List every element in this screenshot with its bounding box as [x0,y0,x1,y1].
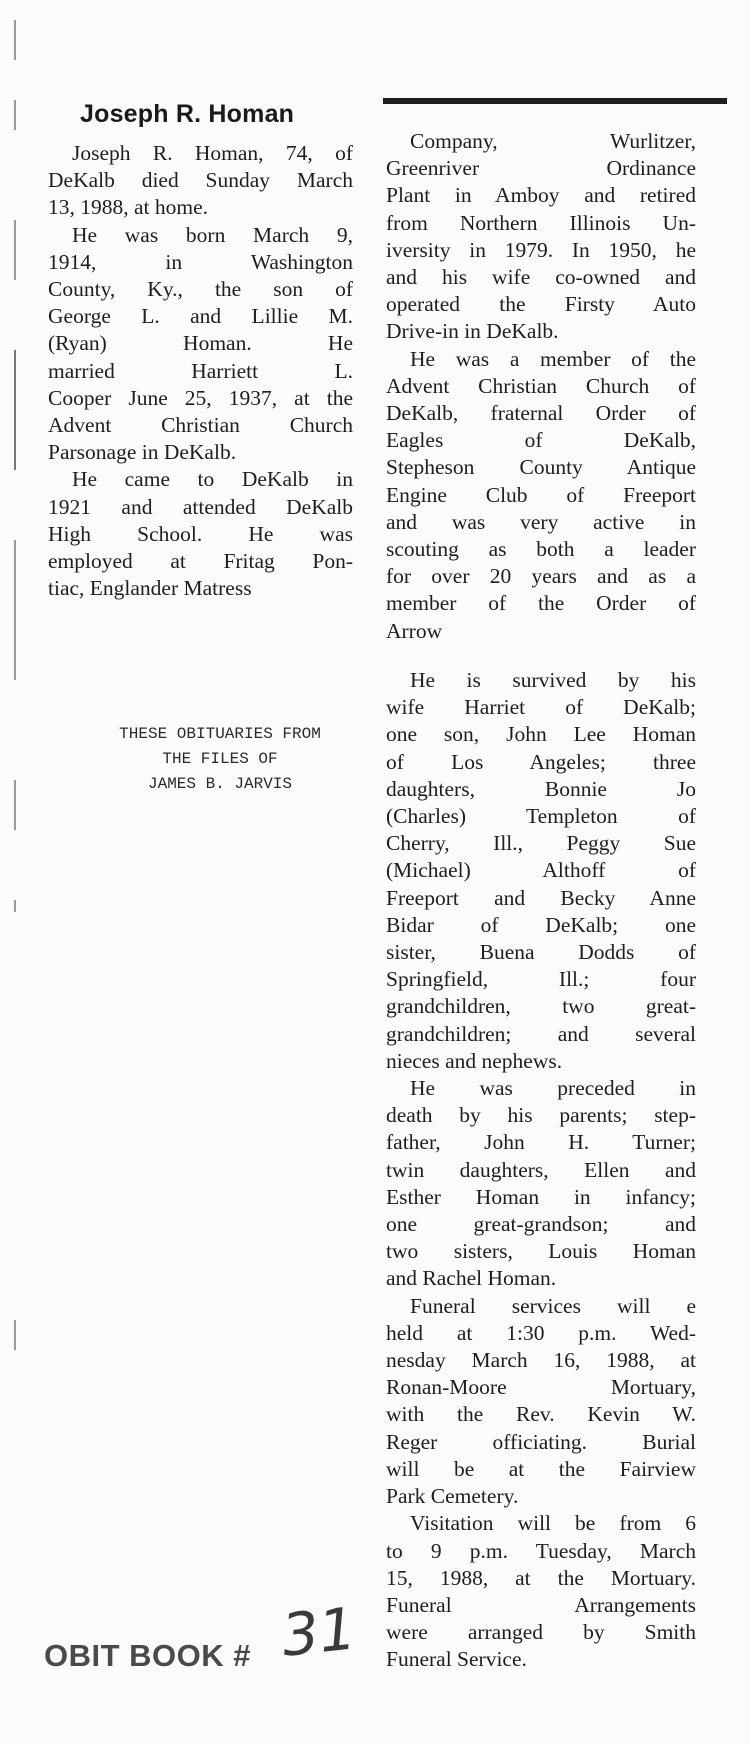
text-line: Bidar of DeKalb; one [386,912,696,937]
text-line: tiac, Englander Matress [48,576,252,601]
archive-credit [70,722,370,797]
credit-line: JAMES B. JARVIS [147,775,293,793]
text-line: sister, Buena Dodds of [386,940,696,965]
obituary-paragraph [48,140,353,222]
text-line: He was a member of the [410,346,696,371]
right-column-top [386,128,696,645]
text-line: nieces and nephews. [386,1048,563,1073]
text-line: twin daughters, Ellen and [386,1157,696,1182]
text-line: He was preceded in [410,1076,696,1101]
text-line: Springfield, Ill.; four [386,967,696,992]
obituary-paragraph [386,1510,696,1673]
text-line: grandchildren, two great- [386,994,696,1019]
obituary-paragraph [48,466,353,602]
text-line: Cooper June 25, 1937, at the [48,385,353,410]
text-line: Drive-in in DeKalb. [386,319,559,344]
text-line: from Northern Illinois Un- [386,210,696,235]
text-line: 1921 and attended DeKalb [48,494,353,519]
text-line: for over 20 years and as a [386,564,696,589]
text-line: Advent Christian Church [48,413,353,438]
text-line: held at 1:30 p.m. Wed- [386,1320,696,1345]
text-line: County, Ky., the son of [48,277,353,302]
text-line: DeKalb died Sunday March [48,168,353,193]
text-line: wife Harriet of DeKalb; [386,695,696,720]
text-line: grandchildren; and several [386,1021,696,1046]
obituary-paragraph [386,667,696,1075]
text-line: (Michael) Althoff of [386,858,696,883]
obituary-paragraph [48,222,353,467]
text-line: Stepheson County Antique [386,455,696,480]
text-line: one son, John Lee Homan [386,722,696,747]
text-line: 1914, in Washington [48,249,353,274]
text-line: George L. and Lillie M. [48,304,353,329]
text-line: Ronan-Moore Mortuary, [386,1375,696,1400]
text-line: death by his parents; step- [386,1103,696,1128]
text-line: iversity in 1979. In 1950, he [386,237,696,262]
text-line: Visitation will be from 6 [410,1511,696,1536]
text-line: Engine Club of Freeport [386,482,696,507]
text-line: father, John H. Turner; [386,1130,696,1155]
text-line: He is survived by his [410,668,696,692]
obituary-headline: Joseph R. Homan [80,100,295,128]
text-line: Parsonage in DeKalb. [48,440,237,465]
text-line: nesday March 16, 1988, at [386,1348,696,1373]
text-line: daughters, Bonnie Jo [386,776,696,801]
text-line: Esther Homan in infancy; [386,1184,696,1209]
obituary-paragraph [386,128,696,346]
text-line: employed at Fritag Pon- [48,549,353,574]
text-line: of Los Angeles; three [386,749,696,774]
text-line: Eagles of DeKalb, [386,428,696,453]
text-line: were arranged by Smith [386,1620,696,1645]
left-column [48,140,353,602]
text-line: will be at the Fairview [386,1456,696,1481]
text-line: (Charles) Templeton of [386,804,696,829]
text-line: DeKalb, fraternal Order of [386,401,696,426]
text-line: Reger officiating. Burial [386,1429,696,1454]
text-line: Greenriver Ordinance [386,156,696,181]
text-line: Funeral Service. [386,1647,527,1672]
text-line: operated the Firsty Auto [386,292,696,317]
right-column-bottom [386,667,696,1674]
text-line: scouting as both a leader [386,537,696,562]
text-line: Joseph R. Homan, 74, of [72,141,353,165]
text-line: He was born March 9, [72,222,353,247]
text-line: married Harriett L. [48,358,353,383]
handwritten-book-number: 31 [278,1594,360,1670]
text-line: (Ryan) Homan. He [48,331,353,356]
text-line: with the Rev. Kevin W. [386,1402,696,1427]
column-rule [383,98,727,104]
text-line: and was very active in [386,509,696,534]
text-line: and his wife co-owned and [386,265,696,290]
obituary-paragraph [386,346,696,645]
text-line: Plant in Amboy and retired [386,183,696,208]
obituary-paragraph [386,1075,696,1293]
text-line: one great-grandson; and [386,1212,696,1237]
scan-edge-marks [14,20,16,1740]
text-line: 15, 1988, at the Mortuary. [386,1565,696,1590]
text-line: two sisters, Louis Homan [386,1239,696,1264]
text-line: member of the Order of [386,591,696,616]
obituary-paragraph [386,1293,696,1511]
text-line: to 9 p.m. Tuesday, March [386,1538,696,1563]
text-line: Freeport and Becky Anne [386,885,696,910]
text-line: Cherry, Ill., Peggy Sue [386,831,696,856]
text-line: 13, 1988, at home. [48,195,209,220]
text-line: Park Cemetery. [386,1484,519,1509]
text-line: Company, Wurlitzer, [410,129,696,153]
text-line: Funeral Arrangements [386,1592,696,1617]
text-line: and Rachel Homan. [386,1266,557,1291]
text-line: Advent Christian Church of [386,373,696,398]
text-line: High School. He was [48,521,353,546]
text-line: He came to DeKalb in [72,467,353,492]
text-line: Funeral services will e [410,1293,696,1318]
credit-line: THE FILES OF [162,750,278,768]
obit-book-stamp: OBIT BOOK # [44,1638,252,1673]
text-line: Arrow [386,618,443,643]
credit-line: THESE OBITUARIES FROM [119,725,321,743]
